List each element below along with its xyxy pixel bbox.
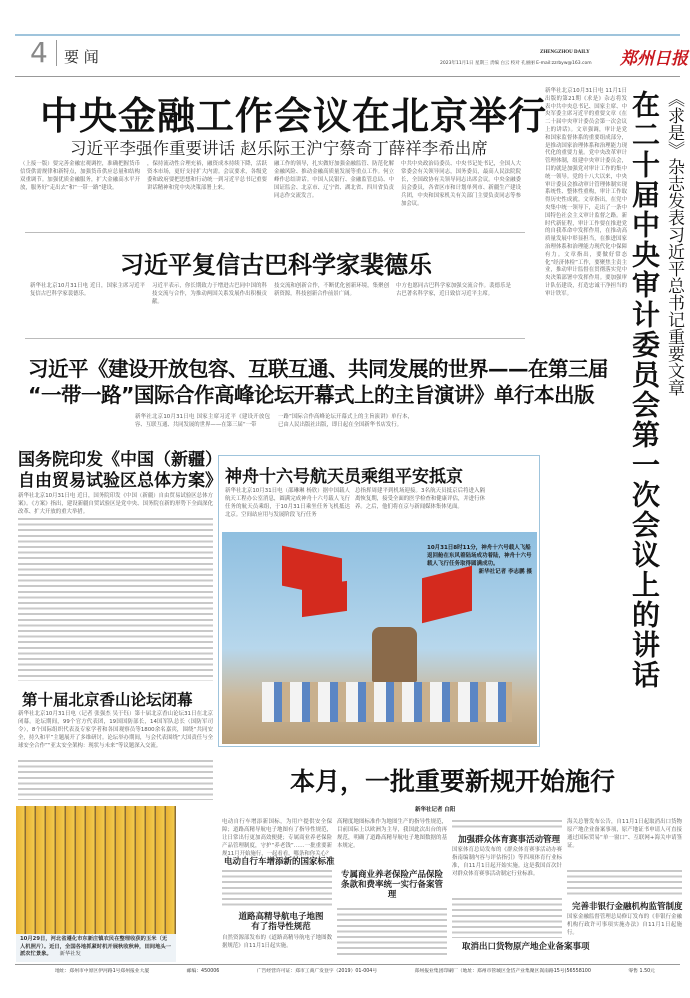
caption-credit: 新华社记者 李志鹏 摄 bbox=[478, 569, 532, 575]
lead-column: （上接一版）要完善金融宏观调控，准确把握货币信贷供需规律和新特点，加强货币供应总量和结构双重调节。加强优质金融服务，扩大金融高水平开放，服务好“走出去”和“一带一路”建设。 bbox=[20, 161, 140, 191]
footer-rule bbox=[15, 964, 680, 965]
rules-body bbox=[452, 896, 562, 938]
rules-body: 国家金融监督管理总局修订发布的《非银行金融机构行政许可事项实施办法》自11月1日起施行。 bbox=[567, 914, 682, 936]
caption-text: 10月29日，河北省遵化市东新庄镇农民在整理收获的玉米（无人机照片）。近日，全国各地抓紧时机开展秋收秋种，田间地头一派农忙景象。 bbox=[20, 936, 171, 957]
cuba-column: 技交流和创新合作，不断优化创新环境，集聚创新资源，科技创新合作前景广阔。 bbox=[274, 283, 389, 297]
lead-subhead: 习近平李强作重要讲话 赵乐际王沪宁蔡奇丁薛祥李希出席 bbox=[70, 139, 488, 158]
xiangshan-headline: 第十届北京香山论坛闭幕 bbox=[22, 691, 193, 709]
rules-body: 高精度地图标准作为地图生产的指导性规范，目前国际上以欧洲为主导，我国此次出台的再规范，明确了道路高精导航电子地图数据的基本规定。 bbox=[337, 819, 447, 849]
shenzhou-photo-caption bbox=[427, 544, 532, 576]
qiushi-title-kicker: 《求是》杂志发表习近平总书记重要文章 bbox=[664, 90, 684, 396]
rules-body bbox=[337, 906, 447, 958]
english-name: ZHENGZHOU DAILY bbox=[540, 50, 590, 55]
date-line: 2023年11月1日 星期三 责编 白云 校对 孔丽丽 E-mail:zzrbyw@163.com bbox=[440, 61, 592, 66]
rules-headline: 本月，一批重要新规开始施行 bbox=[290, 767, 616, 796]
footer-price: 零售 1.50元 bbox=[628, 969, 655, 974]
rules-section-title: 加强群众体育赛事活动管理 bbox=[458, 835, 561, 845]
cuba-column: 新华社北京10月31日电 近日，国家主席习近平复信古巴科学家裴德乐。 bbox=[30, 283, 145, 297]
xinjiang-headline-line2: 自由贸易试验区总体方案》 bbox=[18, 471, 222, 491]
cuba-headline: 习近平复信古巴科学家裴德乐 bbox=[120, 251, 432, 279]
lead-headline: 中央金融工作会议在北京举行 bbox=[40, 94, 548, 138]
rules-section-title: 取消出口货物原产地企业备案事项 bbox=[462, 942, 590, 952]
lead-column: ，保持流动性合理充裕，融资成本持续下降，活跃资本市场，更好支持扩大内需。会议要求，各级党委和政府要把思想和行动统一到习近平总书记重要讲话精神和党中央决策部署上来。 bbox=[147, 161, 267, 191]
caption-credit: 新华社发 bbox=[59, 951, 81, 957]
harvest-photo bbox=[16, 806, 176, 934]
xiangshan-body: 新华社北京10月31日电（记者 张强杰 吴于钰）第十届北京香山论坛31日在北京闭幕。论坛期间，99个官方代表团，19国国防部长，14国军队总长（国防军司令），8个国际组织代表及专家学者和各国观察员等1800余名嘉宾，围绕“共同安全，持久和平”主题展开了多维研讨。论坛举办期间，与会代表围绕“大国责任与全球安全合作”“亚太安全架构：现状与未来”等议题深入交流。 bbox=[18, 711, 213, 749]
rules-section-title: 专属商业养老保险产品保险条款和费率统一实行备案管理 bbox=[340, 870, 443, 900]
rules-body: 国家体育总局发布的《群众体育赛事活动办赛指南编制内容与评估指引》等四项体育行业标准，自11月1日起开始实施。这是我国首次针对群众体育赛事活动制定行业标准。 bbox=[452, 847, 562, 877]
return-capsule bbox=[372, 627, 417, 682]
xiangshan-body-continued bbox=[18, 758, 213, 800]
shenzhou-body: 新华社北京10月31日电（邵琳琳 杨欣）据中国载人航天工程办公室消息，圆满完成神舟十六号载人飞行任务的航天员乘组，于10月31日乘坐任务飞机抵达北京。空间站应用与发展阶段飞行任务 bbox=[225, 488, 350, 518]
section-rule bbox=[25, 232, 525, 233]
section-rule bbox=[25, 338, 525, 339]
book-text: 一路”国际合作高峰论坛开幕式上的主旨演讲》单行本，已由人民出版社出版，即日起在全国新华书店发行。 bbox=[278, 414, 413, 428]
rules-body bbox=[222, 868, 332, 908]
caption-text: 10月31日8时11分，神舟十六号载人飞船返回舱在东风着陆场成功着陆，神舟十六号载人飞行任务取得圆满成功。 bbox=[427, 545, 532, 567]
rules-section-title: 完善非银行金融机构监管制度 bbox=[572, 902, 683, 912]
shenzhou-headline: 神舟十六号航天员乘组平安抵京 bbox=[225, 467, 463, 487]
qiushi-title-main: 在二十届中央审计委员会第一次会议上的讲话 bbox=[628, 90, 661, 690]
rules-intro: 电动自行车增添新国标，为用户提供安全保障；道路高精导航电子地图有了指导性规范，让日常出行更加高效便捷；专属商业养老保险产品管理制度，守护“养老钱”……一批重要新规11月开始施行，一起看看，哪条和你关心？ bbox=[222, 819, 332, 857]
flag bbox=[302, 581, 347, 617]
cuba-column: 习近平表示，你长期致力于增进古巴同中国的科技交流与合作，为推动两国关系发展作出积极贡献。 bbox=[152, 283, 267, 305]
top-rule bbox=[15, 34, 680, 36]
book-headline-line1: 习近平《建设开放包容、互联互通、共同发展的世界——在第三届 bbox=[28, 357, 608, 381]
page-number: 4 bbox=[30, 36, 48, 69]
harvest-photo-caption bbox=[16, 934, 176, 962]
xinjiang-body-continued bbox=[18, 516, 213, 681]
footer bbox=[55, 967, 655, 974]
rules-byline: 新华社记者 白阳 bbox=[415, 807, 456, 813]
book-headline-line2: “一带一路”国际合作高峰论坛开幕式上的主旨演讲》单行本出版 bbox=[28, 383, 594, 407]
xinjiang-body: 新华社北京10月31日电 近日，国务院印发《中国（新疆）自由贸易试验区总体方案》。《方案》指出，建设新疆自贸试验区是党中央、国务院在新的形势下全面深化改革、扩大开放的重大举措。 bbox=[18, 493, 213, 515]
rules-body bbox=[452, 818, 562, 830]
rules-body: 海关总署发布公告，自11月1日起取消出口货物原产地企业备案事项，原产地证书申请人可直接通过国际贸易“单一窗口”、互联网+海关申请签证。 bbox=[567, 819, 682, 849]
shenzhou-landing-photo bbox=[222, 532, 537, 744]
cuba-column: 中方也愿同古巴科学家加强交流合作。裴德乐是古巴著名科学家，近日致信习近平主席。 bbox=[396, 283, 511, 297]
footer-printer: 郑州报业集团印刷厂（地址：郑州市管城区金岱产业集聚区嵩南路15号)56558100 bbox=[414, 969, 591, 974]
footer-postcode: 邮编：450006 bbox=[186, 969, 220, 974]
footer-address: 地址：郑州市中原区伊河路1号郑州报业大厦 bbox=[55, 969, 150, 974]
newspaper-logo: 郑州日报 bbox=[620, 49, 688, 69]
xinjiang-headline-line1: 国务院印发《中国（新疆） bbox=[18, 450, 222, 470]
lead-column: 融工作的领导，扎实做好加强金融监管、防范化解金融风险、推动金融高质量发展等重点工作。何立峰作总结讲话。中国人民银行、金融监管总局、中国证监会、北京市、辽宁省、湖北省、四川省负责同志作交流发言。 bbox=[274, 161, 394, 199]
book-text: 新华社北京10月31日电 国家主席习近平《建设开放包容、互联互通、共同发展的世界——在第三届“一带 bbox=[135, 414, 270, 428]
shenzhou-body: 总指挥周建平到机场迎接。3名航天员抵京后将进入隔离恢复期，接受全面的医学检查和健康评估，并进行休养。之后，他们将在京与新闻媒体集体见面。 bbox=[355, 488, 485, 510]
rules-section-title: 电动自行车增添新的国家标准 bbox=[224, 857, 335, 867]
lead-column: 中共中央政治局委员、中央书记处书记，全国人大常委会有关领导同志，国务委员，最高人民法院院长，全国政协有关领导同志出席会议。中央金融委员会委员，各省区市和计划单列市、新疆生产建设兵团，中央和国家机关有关部门主要负责同志等参加会议。 bbox=[401, 161, 521, 207]
recovery-crew bbox=[262, 682, 512, 722]
footer-license: 广告经营许可证：郑市工商广发登字（2019）01-004号 bbox=[256, 969, 378, 974]
masthead-bottom-rule bbox=[15, 76, 680, 77]
masthead-divider bbox=[56, 40, 57, 66]
section-name: 要 闻 bbox=[64, 48, 99, 66]
rules-body bbox=[567, 868, 682, 898]
rules-body: 自然资源部发布的《道路高精导航电子地图数据规范》自11月1日起实施。 bbox=[222, 935, 332, 949]
rules-section-title: 道路高精导航电子地图有了指导性规范 bbox=[238, 912, 324, 932]
qiushi-body: 新华社北京10月31日电 11月1日出版的第21期《求是》杂志将发表中共中央总书记、国家主席、中央军委主席习近平的重要文章《在二十届中央审计委员会第一次会议上的讲话》。文章强调，审计是党和国家监督体系的重要组成部分，是推动国家治理体系和治理能力现代化的重要力量。党中央改革审计管理体制，组建中央审计委员会，目的就是加强党对审计工作的集中统一领导。党的十八大以来，中央审计委员会推动审计管理体制实现系统性、整体性重构，审计工作取得历史性成就。文章指出，在党中央集中统一领导下，走出了一条中国特色社会主义审计监督之路。新时代新征程，审计工作要在推进党的自我革命中发挥作用，在推动高质量发展中彰显担当，在推进国家治理体系和治理能力现代化中保障有力。文章指出，要做好常态化“经济体检”工作，要聚焦主责主业，推动审计监督在贯彻落实党中央决策部署中发挥作用。要加强审计队伍建设，打造忠诚干净担当的审计铁军。 bbox=[545, 88, 627, 297]
